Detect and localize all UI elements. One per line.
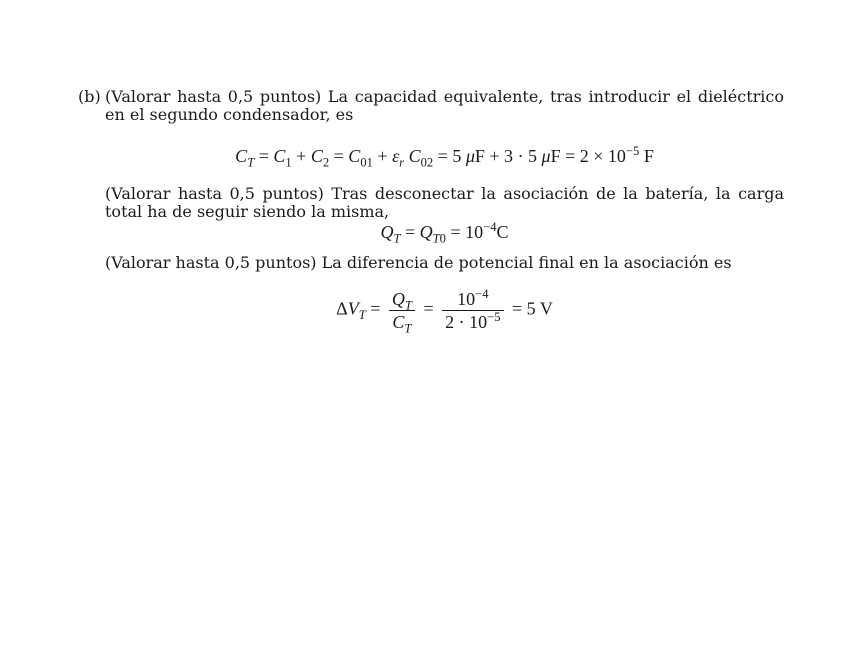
fraction-numeric: $\frac{10^{-4}}{2 \cdot 10^{-5}}$: [442, 288, 503, 333]
item-marker: (b): [78, 87, 101, 106]
paragraph-capacity: (Valorar hasta 0,5 puntos) La capacidad equivalente, tras introducir el dieléctrico en el segundo condensador, es: [105, 87, 784, 124]
equation-total-capacity: $C_T = C_1 + C_2 = C_{01} + \varepsilon_r$ $C_{02} = 5$ μF + 3 · 5 $\mu F = 2 \times 10^{-5}$ F: [235, 144, 654, 170]
paragraph-potential: (Valorar hasta 0,5 puntos) La diferencia de potencial final en la asociación es: [105, 253, 732, 272]
equation-total-charge: $Q_T = Q_{T0} = 10^{-4}C$: [380, 220, 509, 246]
paragraph-charge: (Valorar hasta 0,5 puntos) Tras desconectar la asociación de la batería, la carga total ha de seguir siendo la misma,: [105, 184, 784, 221]
answer-item-b: [78, 87, 784, 336]
fraction-charge-over-capacity: $\frac{Q_T}{C_T}$: [389, 288, 415, 333]
equation-potential-difference: $\Delta V_T$ = $\frac{Q_T}{C_T}$ = $\frac{10^{-4}}{2 \cdot 10^{-5}}$ = 5 V: [336, 287, 553, 336]
